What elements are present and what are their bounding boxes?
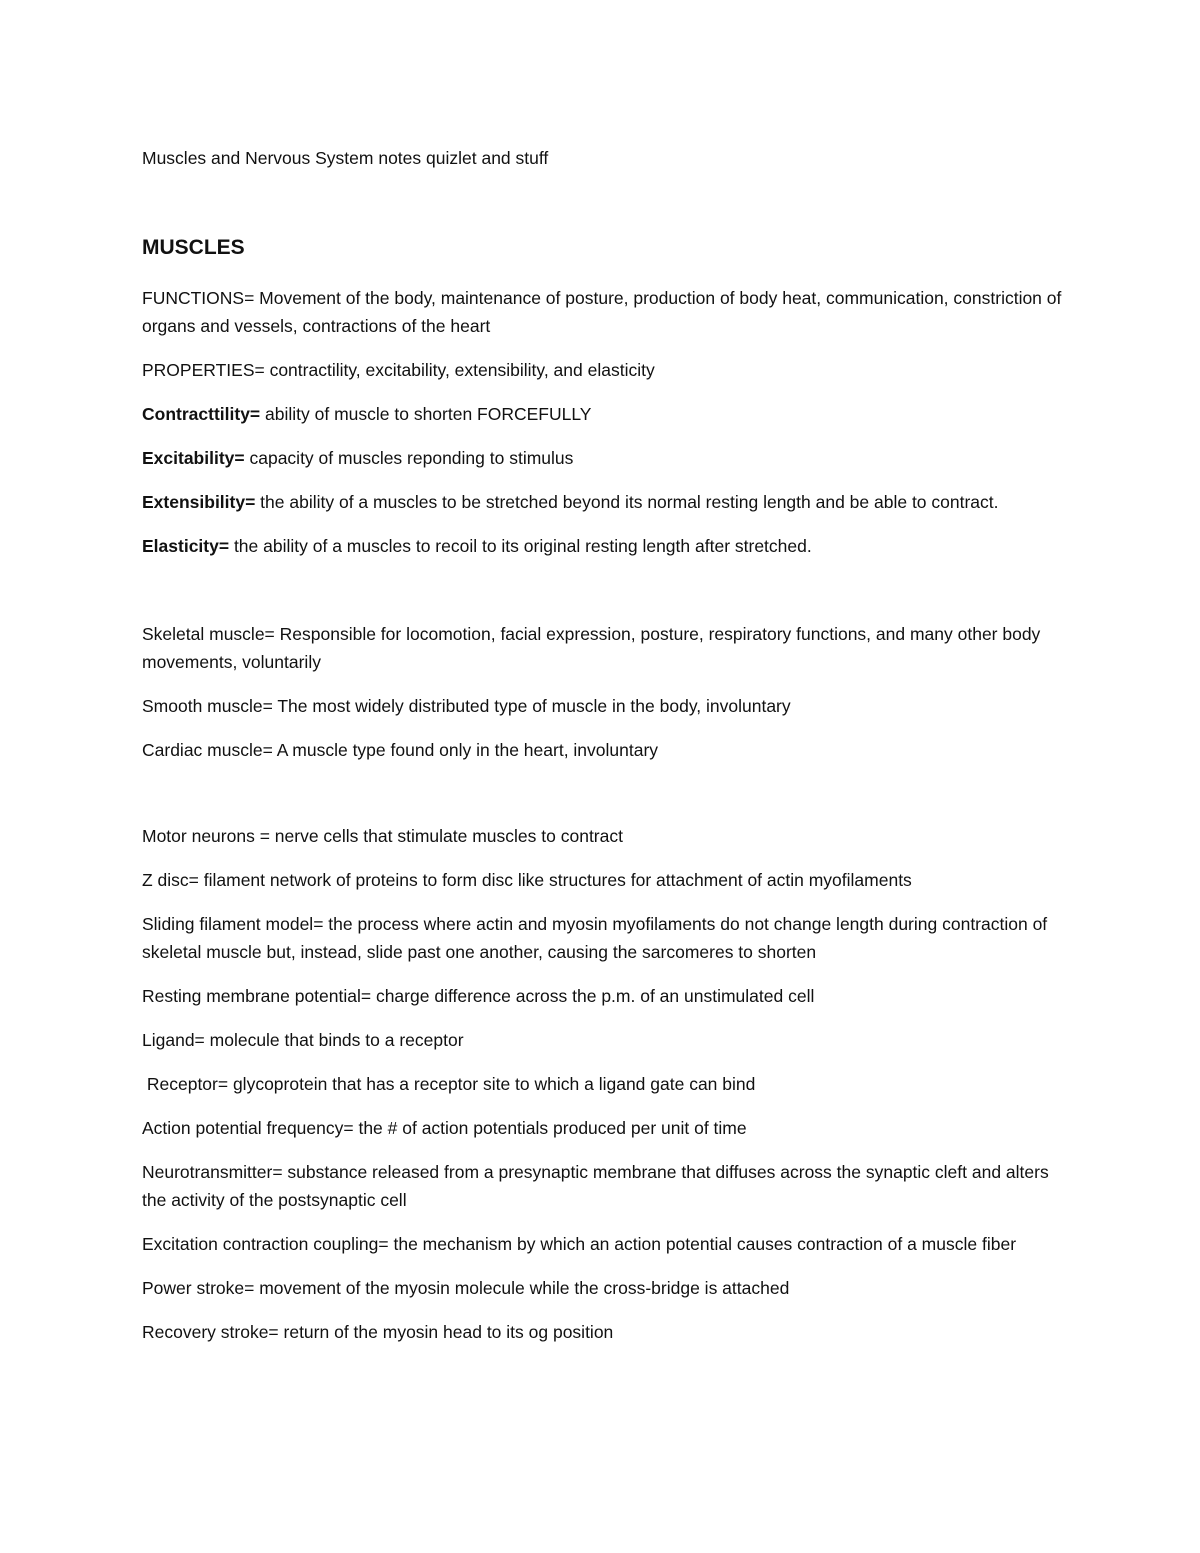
document-title: Muscles and Nervous System notes quizlet and stuff (142, 148, 549, 168)
term-recovery-stroke: Recovery stroke= return of the myosin head to its og position (142, 1322, 614, 1342)
definition-term: Elasticity= (142, 536, 230, 556)
document-body (142, 144, 1062, 1346)
definition-term: Excitability= (142, 448, 245, 468)
term-action-potential-frequency: Action potential frequency= the # of action potentials produced per unit of time (142, 1118, 747, 1138)
term-ligand: Ligand= molecule that binds to a receptor (142, 1030, 464, 1050)
term-neurotransmitter: Neurotransmitter= substance released from a presynaptic membrane that diffuses across the synaptic cleft and alters the activity of the postsynaptic cell (142, 1162, 1049, 1210)
definition-text: capacity of muscles reponding to stimulus (244, 448, 574, 468)
term-motor-neurons: Motor neurons = nerve cells that stimulate muscles to contract (142, 826, 623, 846)
term-resting-membrane-potential: Resting membrane potential= charge difference across the p.m. of an unstimulated cell (142, 986, 815, 1006)
term-sliding-filament-model: Sliding filament model= the process where actin and myosin myofilaments do not change length during contraction of skeletal muscle but, instead, slide past one another, causing the sarcomeres to shorten (142, 914, 1048, 962)
definition-term: Extensibility= (142, 492, 256, 512)
definition-excitability (142, 444, 1062, 472)
functions-paragraph: FUNCTIONS= Movement of the body, maintenance of posture, production of body heat, communication, constriction of organs and vessels, contractions of the heart (142, 288, 1062, 336)
section-heading-muscles: MUSCLES (142, 236, 245, 259)
definition-term: Contracttility= (142, 404, 261, 424)
term-power-stroke: Power stroke= movement of the myosin molecule while the cross-bridge is attached (142, 1278, 790, 1298)
properties-paragraph: PROPERTIES= contractility, excitability, extensibility, and elasticity (142, 360, 655, 380)
definition-contractility (142, 400, 1062, 428)
definition-text: ability of muscle to shorten FORCEFULLY (260, 404, 592, 424)
cardiac-muscle-paragraph: Cardiac muscle= A muscle type found only in the heart, involuntary (142, 740, 659, 760)
smooth-muscle-paragraph: Smooth muscle= The most widely distributed type of muscle in the body, involuntary (142, 696, 791, 716)
definition-text: the ability of a muscles to recoil to its original resting length after stretched. (229, 536, 812, 556)
skeletal-muscle-paragraph: Skeletal muscle= Responsible for locomotion, facial expression, posture, respiratory functions, and many other body movements, voluntarily (142, 624, 1041, 672)
term-excitation-contraction-coupling: Excitation contraction coupling= the mechanism by which an action potential causes contraction of a muscle fiber (142, 1234, 1017, 1254)
term-z-disc: Z disc= filament network of proteins to form disc like structures for attachment of actin myofilaments (142, 870, 912, 890)
term-receptor: Receptor= glycoprotein that has a receptor site to which a ligand gate can bind (142, 1074, 756, 1094)
definition-text: the ability of a muscles to be stretched beyond its normal resting length and be able to contract. (255, 492, 999, 512)
definition-elasticity (142, 532, 1062, 560)
definition-extensibility (142, 488, 1062, 516)
